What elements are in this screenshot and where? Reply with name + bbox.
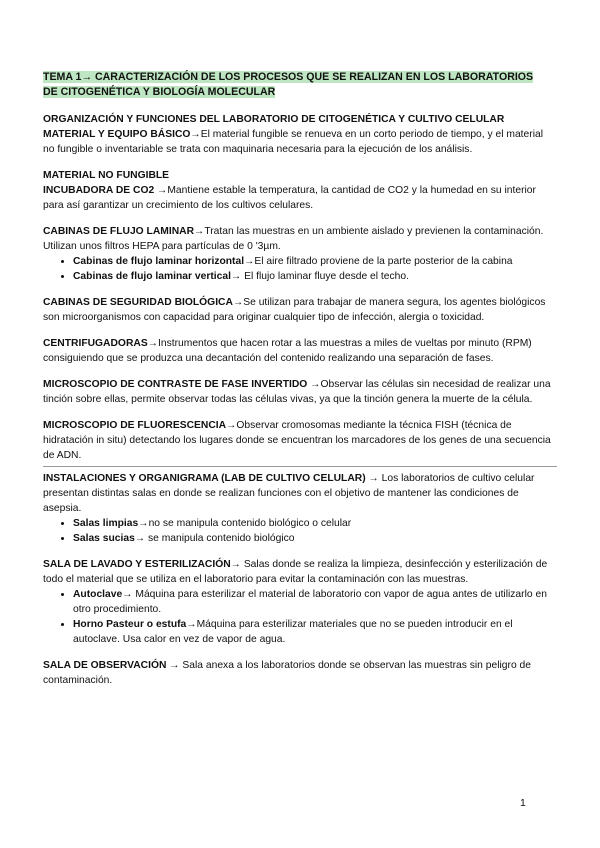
list-item: [73, 269, 557, 284]
contraste-term: MICROSCOPIO DE CONTRASTE DE FASE INVERTIDO: [43, 379, 308, 390]
seguridad-text: →Se utilizan para trabajar de manera segura, los agentes biológicos son microorganismos con capacidad para originar cualquier tipo de infección, alergia o toxicidad.: [43, 297, 546, 323]
centrifugadoras-paragraph: [43, 336, 557, 366]
list-item: [73, 587, 557, 617]
horno-term: Horno Pasteur o estufa: [73, 619, 187, 630]
incubadora-term: INCUBADORA DE CO2: [43, 185, 155, 196]
incubadora-paragraph: [43, 183, 557, 213]
fluorescencia-paragraph: [43, 418, 557, 463]
autoclave-term: Autoclave: [73, 589, 123, 600]
list-item: [73, 516, 557, 531]
section-instalaciones: [43, 471, 557, 546]
lavado-text: → Salas donde se realiza la limpieza, desinfección y esterilización de todo el material que se utiliza en el laboratorio para evitar la contaminación con las muestras.: [43, 559, 548, 585]
section-lavado: [43, 557, 557, 647]
salas-list: [43, 516, 557, 546]
salas-sucias-text: → se manipula contenido biológico: [134, 533, 295, 544]
seguridad-term: CABINAS DE SEGURIDAD BIOLÓGICA: [43, 297, 233, 308]
observacion-text: → Sala anexa a los laboratorios donde se observan las muestras sin peligro de contaminación.: [43, 660, 531, 686]
section-centrifugadoras: [43, 336, 557, 366]
instalaciones-text: → Los laboratorios de cultivo celular presentan distintas salas en donde se realizan funciones con el objetivo de mantener las condiciones de asepsia.: [43, 473, 535, 514]
autoclave-text: → Máquina para esterilizar el material de laboratorio con vapor de agua antes de utilizarlo en otro procedimiento.: [73, 589, 547, 615]
section-divider: [43, 466, 557, 467]
salas-sucias-term: Salas sucias: [73, 533, 135, 544]
section-observacion: [43, 658, 557, 688]
incubadora-text: →Mantiene estable la temperatura, la cantidad de CO2 y la humedad en su interior para así garantizar un crecimiento de los cultivos celulares.: [43, 185, 536, 211]
cabinas-paragraph: [43, 224, 557, 254]
instalaciones-term: INSTALACIONES Y ORGANIGRAMA (LAB DE CULTIVO CELULAR): [43, 473, 366, 484]
observacion-term: SALA DE OBSERVACIÓN: [43, 660, 167, 671]
document-title: [43, 70, 557, 100]
page-number: 1: [520, 797, 526, 809]
title-line-1: TEMA 1→ CARACTERIZACIÓN DE LOS PROCESOS QUE SE REALIZAN EN LOS LABORATORIOS: [43, 71, 534, 83]
cabinas-text: →Tratan las muestras en un ambiente aislado y previenen la contaminación. Utilizan unos filtros HEPA para partículas de 0 '3µm.: [43, 226, 544, 252]
material-text: →El material fungible se renueva en un corto periodo de tiempo, y el material no fungible o inventariable se trata con maquinaria necesaria para la ejecución de los análisis.: [43, 129, 543, 155]
seguridad-paragraph: [43, 295, 557, 325]
lavado-paragraph: [43, 557, 557, 587]
document-page: [43, 70, 557, 699]
contraste-paragraph: [43, 377, 557, 407]
section-organizacion: [43, 112, 557, 157]
fluorescencia-term: MICROSCOPIO DE FLUORESCENCIA: [43, 420, 227, 431]
salas-limpias-term: Salas limpias: [73, 518, 139, 529]
section-fluorescencia: [43, 418, 557, 463]
horno-text: →Máquina para esterilizar materiales que no se pueden introducir en el autoclave. Usa calor en vez de vapor de agua.: [73, 619, 513, 645]
centrifugadoras-term: CENTRIFUGADORAS: [43, 338, 148, 349]
lavado-list: [43, 587, 557, 647]
cabina-vertical-text: → El flujo laminar fluye desde el techo.: [230, 271, 409, 282]
salas-limpias-text: →no se manipula contenido biológico o celular: [138, 518, 352, 529]
cabinas-term: CABINAS DE FLUJO LAMINAR: [43, 226, 195, 237]
section-no-fungible: [43, 168, 557, 213]
title-line-2: DE CITOGENÉTICA Y BIOLOGÍA MOLECULAR: [43, 86, 276, 98]
lavado-term: SALA DE LAVADO Y ESTERILIZACIÓN: [43, 559, 231, 570]
no-fungible-heading: MATERIAL NO FUNGIBLE: [43, 170, 170, 181]
cabina-horizontal-term: Cabinas de flujo laminar horizontal: [73, 256, 245, 267]
observacion-paragraph: [43, 658, 557, 688]
material-paragraph: [43, 127, 557, 157]
instalaciones-paragraph: [43, 471, 557, 516]
contraste-text: →Observar las células sin necesidad de realizar una tinción sobre ellas, permite observar todas las células vivas, ya que la tinción genera la muerte de la célula.: [43, 379, 551, 405]
section-seguridad: [43, 295, 557, 325]
centrifugadoras-text: →Instrumentos que hacen rotar a las muestras a miles de vueltas por minuto (RPM) consiguiendo que se produzca una decantación del contenido realizando una separación de fases.: [43, 338, 532, 364]
cabinas-list: [43, 254, 557, 284]
list-item: [73, 254, 557, 269]
section-cabinas: [43, 224, 557, 284]
list-item: [73, 617, 557, 647]
org-heading: ORGANIZACIÓN Y FUNCIONES DEL LABORATORIO DE CITOGENÉTICA Y CULTIVO CELULAR: [43, 114, 505, 125]
section-contraste: [43, 377, 557, 407]
cabina-vertical-term: Cabinas de flujo laminar vertical: [73, 271, 231, 282]
cabina-horizontal-text: →El aire filtrado proviene de la parte posterior de la cabina: [244, 256, 513, 267]
fluorescencia-text: →Observar cromosomas mediante la técnica FISH (técnica de hidratación in situ) detectando los lugares donde se encuentran los marcadores de los genes de una secuencia de ADN.: [43, 420, 551, 461]
material-term: MATERIAL Y EQUIPO BÁSICO: [43, 129, 191, 140]
list-item: [73, 531, 557, 546]
